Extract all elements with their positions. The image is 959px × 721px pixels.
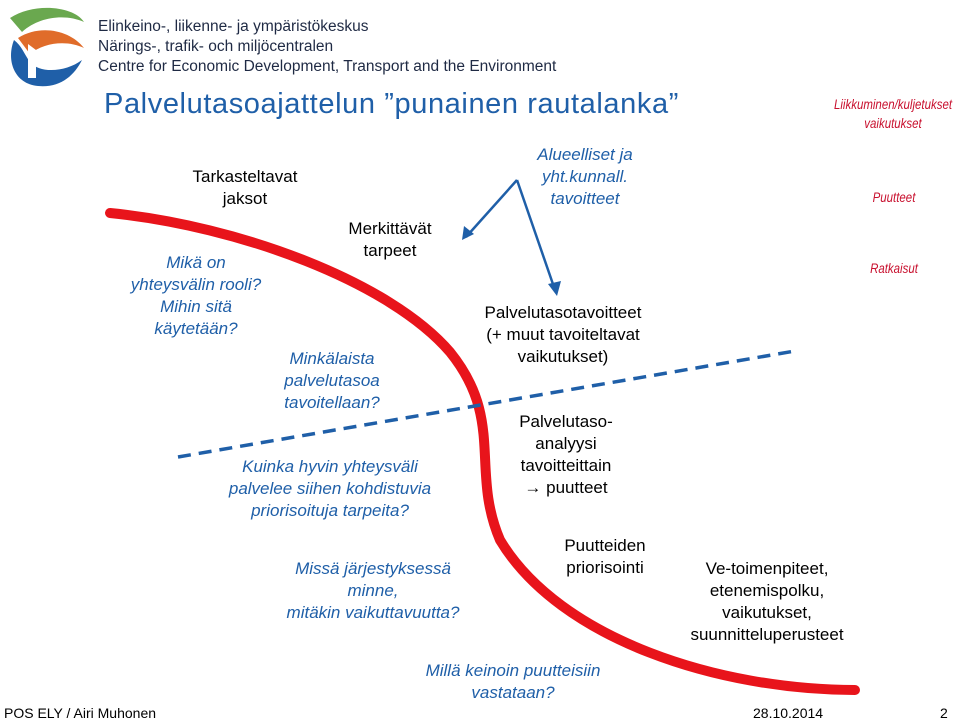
step-service-goals-2: (+ muut tavoiteltavat xyxy=(486,325,640,344)
step-measures-2: etenemispolku, xyxy=(709,581,825,600)
question-order-3: mitäkin vaikuttavuutta? xyxy=(286,603,460,622)
question-means-2: vastataan? xyxy=(471,683,555,702)
footer-date: 28.10.2014 xyxy=(753,705,824,721)
label-effects-line1: Liikkuminen/kuljetukset xyxy=(833,96,953,112)
question-role-3: Mihin sitä xyxy=(160,297,232,316)
question-order-1: Missä järjestyksessä xyxy=(295,559,451,578)
step-measures-4: suunnitteluperusteet xyxy=(690,625,844,644)
step-needs-1: Merkittävät xyxy=(348,219,432,238)
question-serves-2: palvelee siihen kohdistuvia xyxy=(228,479,432,498)
step-analysis-1: Palvelutaso- xyxy=(519,412,613,431)
label-solutions: Ratkaisut xyxy=(870,260,918,276)
step-prioritization-2: priorisointi xyxy=(566,558,644,577)
arrowhead-goals xyxy=(548,281,561,296)
question-serves-1: Kuinka hyvin yhteysväli xyxy=(242,457,418,476)
step-regional-2: yht.kunnall. xyxy=(542,167,628,186)
step-sections-2: jaksot xyxy=(222,189,268,208)
question-role-1: Mikä on xyxy=(166,253,226,272)
step-service-goals-3: vaikutukset) xyxy=(517,347,609,366)
label-effects-line2: vaikutukset xyxy=(864,115,922,131)
label-shortcomings: Puutteet xyxy=(872,189,916,205)
question-order-2: minne, xyxy=(347,581,399,600)
step-prioritization-1: Puutteiden xyxy=(564,536,646,555)
step-analysis-3: tavoitteittain xyxy=(520,456,612,475)
org-name-sv: Närings-, trafik- och miljöcentralen xyxy=(98,38,334,55)
org-name-en: Centre for Economic Development, Transport and the Environment xyxy=(98,58,557,75)
org-name-fi: Elinkeino-, liikenne- ja ympäristökeskus xyxy=(98,18,369,35)
arrow-to-needs xyxy=(466,180,517,237)
step-regional-1: Alueelliset ja xyxy=(537,145,633,164)
question-level-1: Minkälaista xyxy=(289,349,375,368)
question-role-2: yhteysvälin rooli? xyxy=(130,275,262,294)
arrowhead-needs xyxy=(462,226,474,240)
question-level-3: tavoitellaan? xyxy=(284,393,380,412)
footer-author: POS ELY / Airi Muhonen xyxy=(4,705,157,721)
step-measures-3: vaikutukset, xyxy=(722,603,812,622)
step-measures-1: Ve-toimenpiteet, xyxy=(705,559,829,578)
question-role-4: käytetään? xyxy=(154,319,238,338)
step-needs-2: tarpeet xyxy=(363,241,417,260)
slide-title: Palvelutasoajattelun ”punainen rautalanka” xyxy=(104,88,679,120)
footer-page-number: 2 xyxy=(940,705,948,721)
step-service-goals-1: Palvelutasotavoitteet xyxy=(484,303,642,322)
step-analysis-2: analyysi xyxy=(535,434,597,453)
question-level-2: palvelutasoa xyxy=(284,371,380,390)
step-analysis-4: → puutteet xyxy=(524,478,608,497)
question-serves-3: priorisoituja tarpeita? xyxy=(251,501,409,520)
step-regional-3: tavoitteet xyxy=(550,189,620,208)
step-sections-1: Tarkasteltavat xyxy=(192,167,298,186)
question-means-1: Millä keinoin puutteisiin xyxy=(425,661,601,680)
